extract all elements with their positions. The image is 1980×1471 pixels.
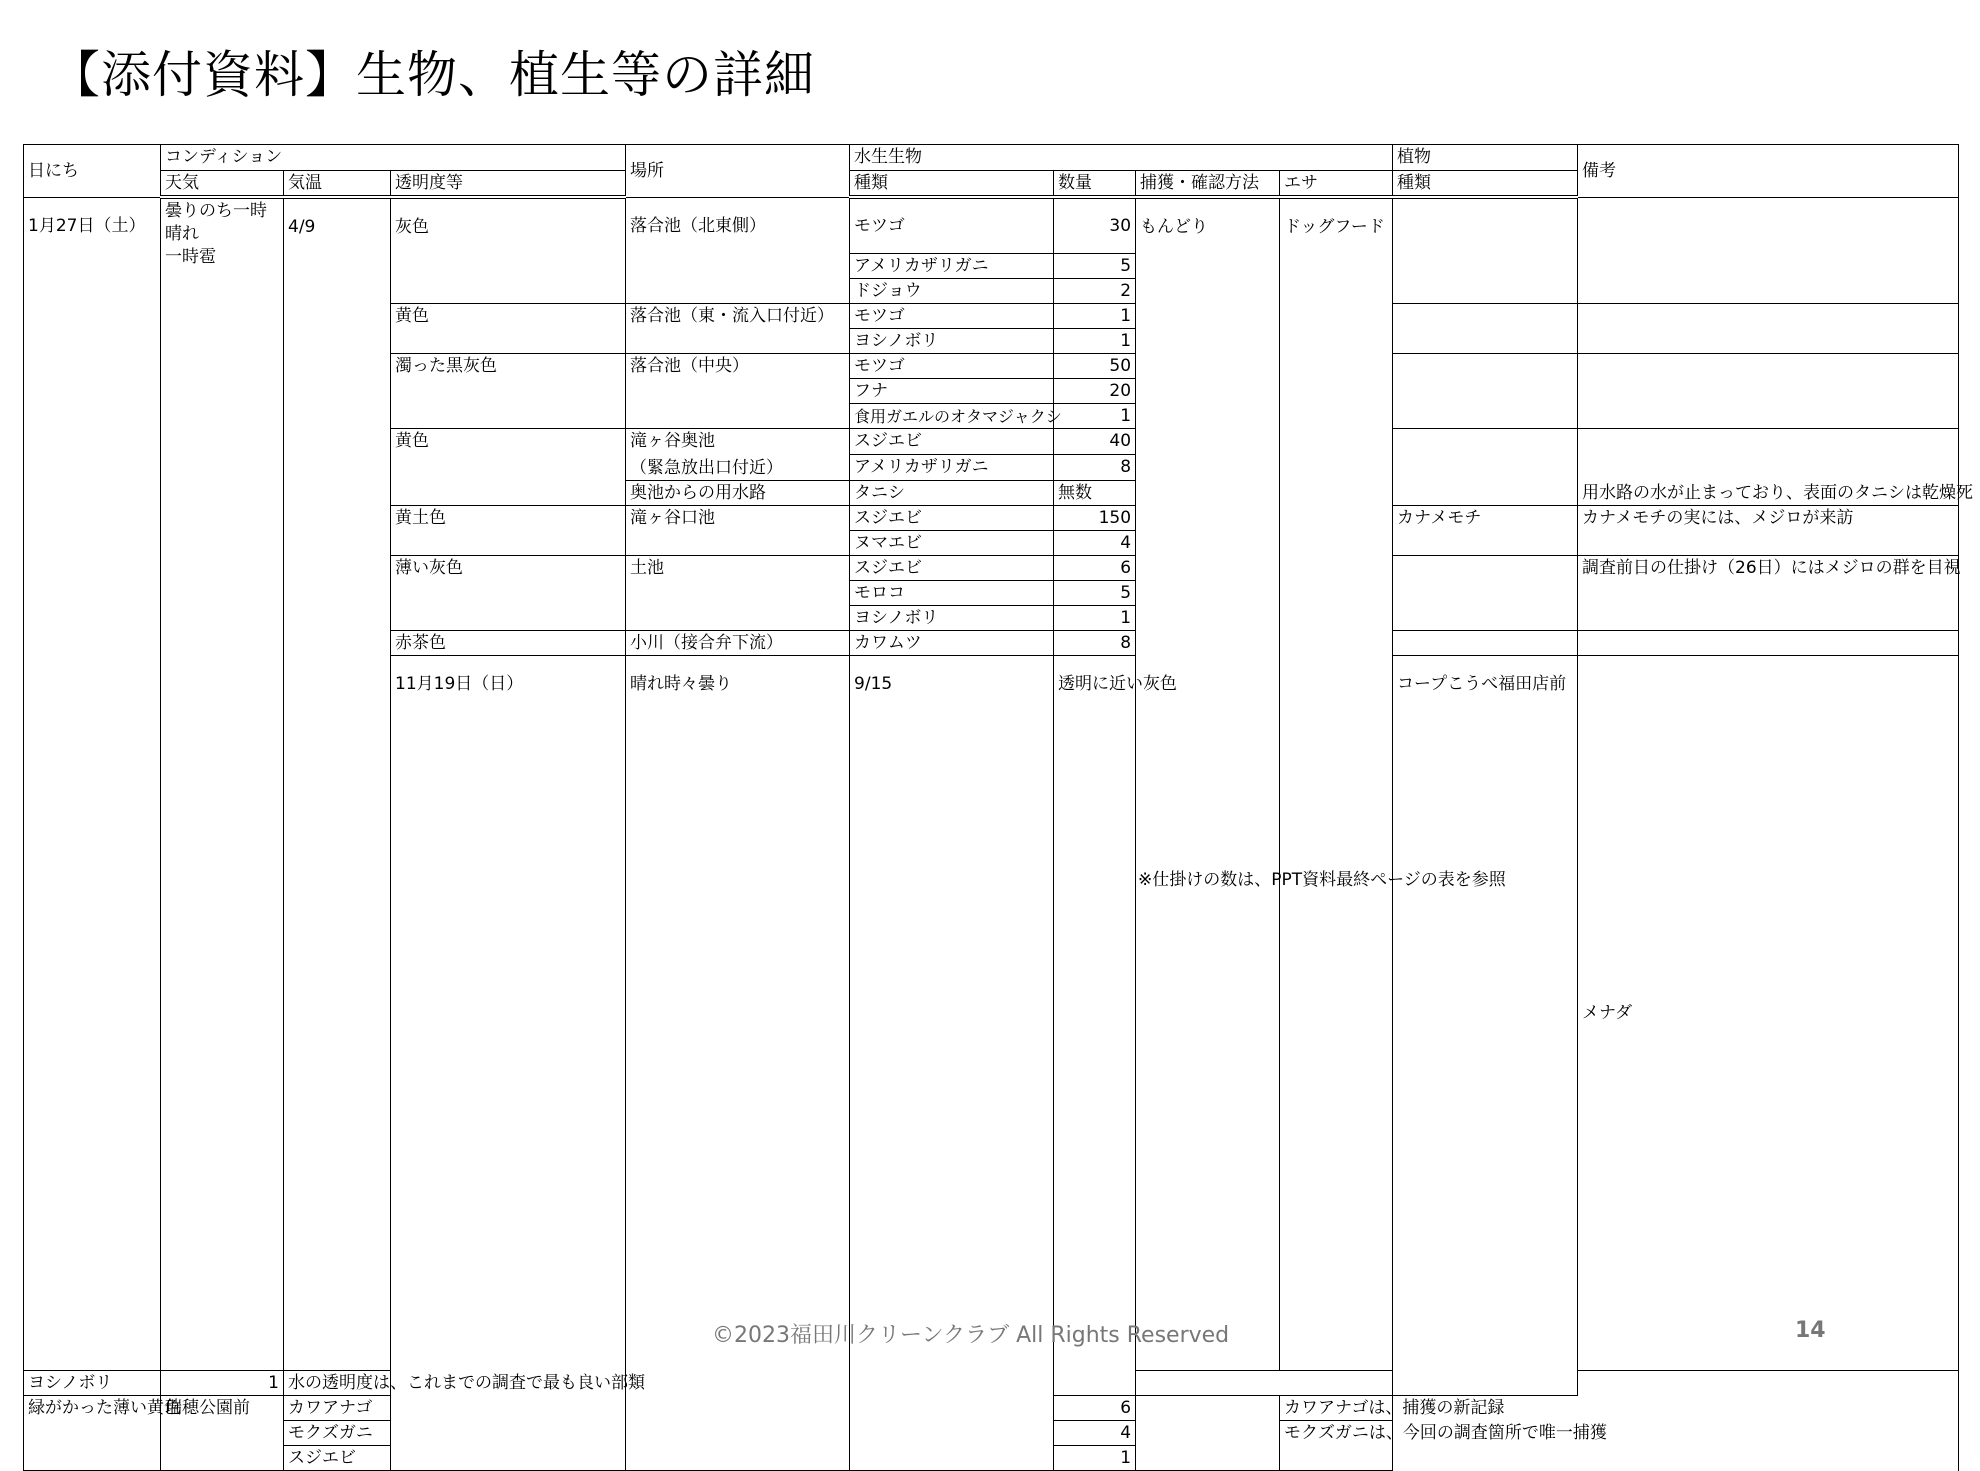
count-cell: 1 [1054, 403, 1136, 428]
survey-table [23, 144, 1974, 1471]
species-cell: スジエビ [850, 428, 1054, 454]
page-title: 【添付資料】生物、植生等の詳細 [50, 46, 815, 104]
header-temp: 気温 [284, 171, 391, 198]
plant-cell [1393, 303, 1578, 353]
species-cell: 食用ガエルのオタマジャクシ [850, 403, 1054, 428]
species-cell: モロコ [850, 580, 1054, 605]
day1-g2-clarity: 黄色 [391, 303, 626, 353]
species-cell: ヨシノボリ [24, 1370, 161, 1395]
footnote: ※仕掛けの数は、PPT資料最終ページの表を参照 [1138, 870, 1506, 890]
day2-temp: 9/15 [850, 655, 1054, 1470]
notes-cell [1578, 303, 1959, 353]
count-cell: 無数 [1054, 480, 1136, 505]
day1-g5-note: カナメモチの実には、メジロが来訪 [1578, 505, 1959, 555]
species-cell: モツゴ [850, 353, 1054, 378]
copyright: ©2023福田川クリーンクラブ All Rights Reserved [712, 1323, 1230, 1348]
day1-g4-place-c: 奥池からの用水路 [626, 480, 850, 505]
day2-g2-place: 瑞穂公園前 [161, 1395, 284, 1470]
species-cell: スジエビ [850, 505, 1054, 530]
header-method: 捕獲・確認方法 [1136, 171, 1280, 198]
species-cell: ヨシノボリ [850, 605, 1054, 630]
header-clarity: 透明度等 [391, 171, 626, 198]
day1-g4-clarity: 黄色 [391, 428, 626, 505]
day2-date: 11月19日（日） [391, 655, 626, 1470]
species-cell: メナダ [1578, 655, 1959, 1370]
count-cell: 6 [1054, 555, 1136, 580]
species-cell: タニシ [850, 480, 1054, 505]
day1-date: 1月27日（土） [24, 197, 161, 1370]
species-cell: ヌマエビ [850, 530, 1054, 555]
header-date: 日にち [24, 145, 161, 198]
count-cell: 30 [1054, 197, 1136, 253]
day2-g1-place: コープこうべ福田店前 [1393, 655, 1578, 1395]
species-cell: アメリカザリガニ [850, 454, 1054, 480]
day2-note-2: 水の透明度は、これまでの調査で最も良い部類 [284, 1370, 391, 1395]
count-cell: 20 [1054, 378, 1136, 403]
count-cell: 5 [1054, 580, 1136, 605]
day2-note-3: カワアナゴは、捕獲の新記録 [1280, 1395, 1393, 1420]
day1-g3-clarity: 濁った黒灰色 [391, 353, 626, 428]
count-cell: 1 [1054, 1445, 1136, 1470]
page-number: 14 [1795, 1318, 1826, 1343]
count-cell: 1 [1054, 605, 1136, 630]
header-bait: エサ [1280, 171, 1393, 198]
count-cell: 150 [1054, 505, 1136, 530]
day2-g1-clarity: 透明に近い灰色 [1054, 655, 1136, 1395]
species-cell: カワムツ [850, 630, 1054, 655]
species-cell: カワアナゴ [284, 1395, 391, 1420]
survey-table-container [23, 144, 1974, 1471]
day1-g3-place: 落合池（中央） [626, 353, 850, 428]
header-weather: 天気 [161, 171, 284, 198]
day1-g5-place: 滝ヶ谷口池 [626, 505, 850, 555]
species-cell: モツゴ [850, 197, 1054, 253]
day1-method: もんどり [1136, 197, 1280, 1370]
plant-cell [1393, 630, 1578, 655]
notes-cell [1578, 353, 1959, 428]
species-cell: フナ [850, 378, 1054, 403]
header-notes: 備考 [1578, 145, 1959, 198]
count-cell: 4 [1054, 530, 1136, 555]
header-place: 場所 [626, 145, 850, 198]
day1-g6-note: 調査前日の仕掛け（26日）にはメジロの群を目視 [1578, 555, 1959, 630]
header-plant: 植物 [1393, 145, 1578, 171]
species-cell: ヨシノボリ [850, 328, 1054, 353]
day1-g6-clarity: 薄い灰色 [391, 555, 626, 630]
species-cell: アメリカザリガニ [850, 253, 1054, 278]
count-cell: 1 [161, 1370, 284, 1395]
day1-g4-place: 滝ヶ谷奥池 （緊急放出口付近） [626, 428, 850, 480]
species-cell: モツゴ [850, 303, 1054, 328]
plant-cell [1393, 197, 1578, 303]
count-cell: 40 [1054, 428, 1136, 454]
header-count: 数量 [1054, 171, 1136, 198]
day1-temp: 4/9 [284, 197, 391, 1370]
day1-g6-place: 土池 [626, 555, 850, 630]
count-cell: 2 [1054, 278, 1136, 303]
plant-cell [1393, 428, 1578, 505]
count-cell: 1 [1054, 328, 1136, 353]
day1-g5-clarity: 黄土色 [391, 505, 626, 555]
day2-g2-clarity: 緑がかった薄い黄色 [24, 1395, 161, 1470]
plant-cell [1393, 555, 1578, 630]
count-cell: 4 [1054, 1420, 1136, 1445]
day1-g1-clarity: 灰色 [391, 197, 626, 303]
header-plant-species: 種類 [1393, 171, 1578, 198]
day1-g7-clarity: 赤茶色 [391, 630, 626, 655]
species-cell: モクズガニ [284, 1420, 391, 1445]
notes-cell [1578, 630, 1959, 655]
plant-cell [1393, 353, 1578, 428]
day1-g5-plant: カナメモチ [1393, 505, 1578, 555]
species-cell: ドジョウ [850, 278, 1054, 303]
day1-weather: 曇りのち一時晴れ 一時雹 [161, 197, 284, 1370]
plant-cell [1136, 1395, 1280, 1470]
species-cell: スジエビ [284, 1445, 391, 1470]
day1-g1-place: 落合池（北東側） [626, 197, 850, 303]
count-cell: 5 [1054, 253, 1136, 278]
day1-g2-place: 落合池（東・流入口付近） [626, 303, 850, 353]
count-cell: 8 [1054, 454, 1136, 480]
header-aquatic: 水生生物 [850, 145, 1393, 171]
day1-g7-place: 小川（接合弁下流） [626, 630, 850, 655]
table-row [24, 197, 1959, 253]
count-cell: 8 [1054, 630, 1136, 655]
header-row-1 [24, 145, 1959, 171]
count-cell: 50 [1054, 353, 1136, 378]
day2-note-4: モクズガニは、今回の調査箇所で唯一捕獲 [1280, 1420, 1393, 1470]
day2-weather: 晴れ時々曇り [626, 655, 850, 1470]
header-condition: コンディション [161, 145, 626, 171]
count-cell: 1 [1054, 303, 1136, 328]
day1-g4-note: 用水路の水が止まっており、表面のタニシは乾燥死 [1578, 428, 1959, 505]
day1-bait: ドッグフード [1280, 197, 1393, 1370]
header-species: 種類 [850, 171, 1054, 198]
count-cell: 6 [1054, 1395, 1136, 1420]
species-cell: スジエビ [850, 555, 1054, 580]
notes-cell [1578, 197, 1959, 303]
